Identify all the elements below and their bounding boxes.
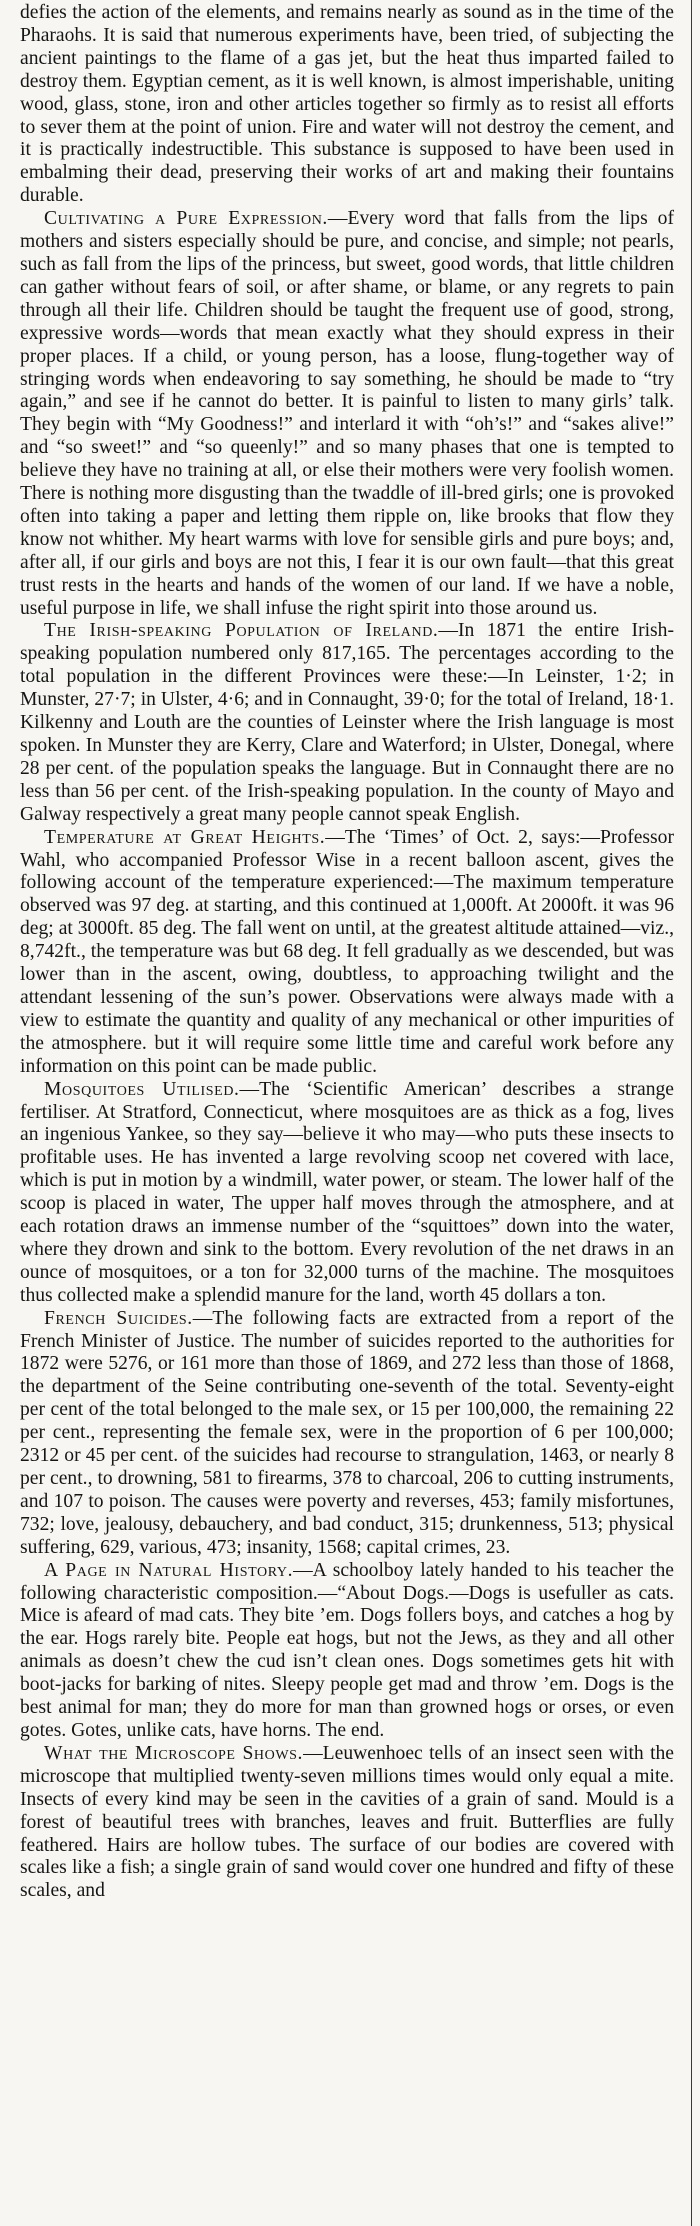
paragraph-egyptian-cement	[20, 2, 674, 208]
heading-dash: —	[327, 208, 348, 230]
paragraph-pure-expression	[20, 208, 674, 620]
column-rule	[691, 0, 693, 2226]
paragraph-natural-history	[20, 1560, 674, 1743]
paragraph-microscope	[20, 1743, 674, 1903]
paragraph-text: A schoolboy lately handed to his teacher the following characteristic composition.—“About Dogs.—Dogs is usefuller as cats. Mice is afeard of mad cats. They bite ’em. Dogs follers boys, and catches a hog by the ear. Hogs rarely bite. People eat hogs, but not the Jews, as they and all other animals as doesn’t chew the cud isn’t clean ones. Dogs sometimes gets hit with boot-jacks for barking of nites. Sleepy people get mad and throw ’em. Dogs is the best animal for man; they do more for man than growned hogs or orses, or even gotes. Gotes, unlike cats, have horns. The end.	[20, 1559, 674, 1741]
heading-dash: —	[303, 1742, 323, 1764]
paragraph-heading: What the Microscope Shows.	[44, 1742, 304, 1764]
paragraph-text: The ‘Times’ of Oct. 2, says:—Professor Wahl, who accompanied Professor Wise in a recent balloon ascent, gives the following account of the temperature experienced:—The maximum temperature observed was 97 deg. at starting, and this continued at 1,000ft. At 2000ft. it was 96 deg; at 3000ft. 85 deg. The fall went on until, at the greatest altitude attained—viz., 8,742ft., the temperature was but 68 deg. It fell gradually as we descended, but was lower than in the ascent, owing, doubtless, to approaching twilight and the attendant lessening of the sun’s power. Observations were always made with a view to estimate the quantity and quality of any mechanical or other impurities of the atmosphere. but it will require some little time and careful work before any information on this point can be made public.	[20, 826, 674, 1077]
paragraph-heading: Cultivating a Pure Expression.	[44, 208, 328, 230]
paragraph-irish-speaking	[20, 620, 674, 826]
paragraph-text: defies the action of the elements, and remains nearly as sound as in the time of the Pharaohs. It is said that numerous experiments have, been tried, of subjecting the ancient paintings to the flame of a gas jet, but the heat thus imparted failed to destroy them. Egyptian cement, as it is well known, is almost imperishable, uniting wood, glass, stone, iron and other articles together so firmly as to resist all efforts to sever them at the point of union. Fire and water will not destroy the cement, and it is practically indestructible. This substance is supposed to have been used in embalming their dead, preserving their works of art and making their fountains durable.	[20, 2, 674, 207]
paragraph-heading: French Suicides.	[44, 1307, 193, 1329]
paragraph-heading: The Irish-speaking Population of Ireland.	[44, 620, 439, 642]
paragraph-heading: Temperature at Great Heights.	[44, 826, 326, 848]
paragraph-text: Leuwenhoec tells of an insect seen with the microscope that multiplied twenty-seven millions times would only equal a mite. Insects of every kind may be seen in the cavities of a grain of sand. Mould is a forest of beautiful trees with branches, leaves and fruit. Butterflies are fully feathered. Hairs are hollow tubes. The surface of our bodies are covered with scales like a fish; a single grain of sand would cover one hundred and fifty of these scales, and	[20, 1742, 675, 1902]
paragraph-heading: A Page in Natural History.	[44, 1559, 294, 1581]
paragraph-text: The following facts are extracted from a report of the French Minister of Justice. The number of suicides reported to the authorities for 1872 were 5276, or 161 more than those of 1869, and 272 less than those of 1868, the department of the Seine contributing one-seventh of the total. Seventy-eight per cent of the total belonged to the male sex, or 15 per 100,000, the remaining 22 per cent., representing the female sex, were in the proportion of 6 per 100,000; 2312 or 45 per cent. of the suicides had recourse to strangulation, 1463, or nearly 8 per cent., to drowning, 581 to firearms, 378 to charcoal, 206 to cutting instruments, and 107 to poison. The causes were poverty and reverses, 453; family misfortunes, 732; love, jealousy, debauchery, and bad conduct, 315; drunkenness, 513; physical suffering, 629, various, 473; insanity, 1568; capital crimes, 23.	[20, 1307, 674, 1558]
heading-dash: —	[293, 1559, 313, 1581]
paragraph-french-suicides	[20, 1308, 674, 1560]
heading-dash: —	[239, 1078, 260, 1100]
paragraph-temperature	[20, 827, 674, 1079]
paragraph-mosquitoes	[20, 1079, 674, 1308]
paragraph-text: In 1871 the entire Irish-speaking population numbered only 817,165. The percentages according to the total population in the different Provinces were these:—In Leinster, 1·2; in Munster, 27·7; in Ulster, 4·6; and in Connaught, 39·0; for the total of Ireland, 18·1. Kilkenny and Louth are the counties of Leinster where the Irish language is most spoken. In Munster they are Kerry, Clare and Waterford; in Ulster, Donegal, where 28 per cent. of the population speaks the language. But in Connaught there are no less than 56 per cent. of the Irish-speaking population. In the county of Mayo and Galway respectively a great many people cannot speak English.	[20, 620, 674, 825]
paragraph-text: Every word that falls from the lips of mothers and sisters especially should be pure, and concise, and simple; not pearls, such as fall from the lips of the princess, but sweet, good words, that little children can gather without fears of soil, or after shame, or blame, or any regrets to pain through all their life. Children should be taught the frequent use of good, strong, expressive words—words that mean exactly what they should express in their proper places. If a child, or young person, has a loose, flung-together way of stringing words when endeavoring to say something, he should be made to “try again,” and see if he cannot do better. It is painful to listen to many girls’ talk. They begin with “My Goodness!” and interlard it with “oh’s!” and “sakes alive!” and “so sweet!” and “so queenly!” and so many phases that one is tempted to believe they have no training at all, or else their mothers were very foolish women. There is nothing more disgusting than the twaddle of ill-bred girls; one is provoked often into taking a paper and letting them ripple on, like brooks that flow they know not whither. My heart warms with love for sensible girls and pure boys; and, after all, if our girls and boys are not this, I fear it is our own fault—that this great trust rests in the hearts and hands of the women of our land. If we have a noble, useful purpose in life, we shall infuse the right spirit into those around us.	[20, 208, 674, 619]
paragraph-text: The ‘Scientific American’ describes a strange fertiliser. At Stratford, Connecticut, where mosquitoes are as thick as a fog, lives an ingenious Yankee, so they say—believe it who may—who puts these insects to profitable uses. He has invented a large revolving scoop net covered with lace, which is put in motion by a windmill, water power, or steam. The lower half of the scoop is placed in water, The upper half moves through the atmosphere, and at each rotation draws an immense number of the “squittoes” down into the water, where they drown and sink to the bottom. Every revolution of the net draws in an ounce of mosquitoes, or a ton for 32,000 turns of the machine. The mosquitoes thus collected make a splendid manure for the land, worth 45 dollars a ton.	[20, 1078, 674, 1306]
heading-dash: —	[438, 620, 459, 642]
heading-dash: —	[192, 1307, 213, 1329]
heading-dash: —	[325, 826, 345, 848]
paragraph-heading: Mosquitoes Utilised.	[44, 1078, 240, 1100]
